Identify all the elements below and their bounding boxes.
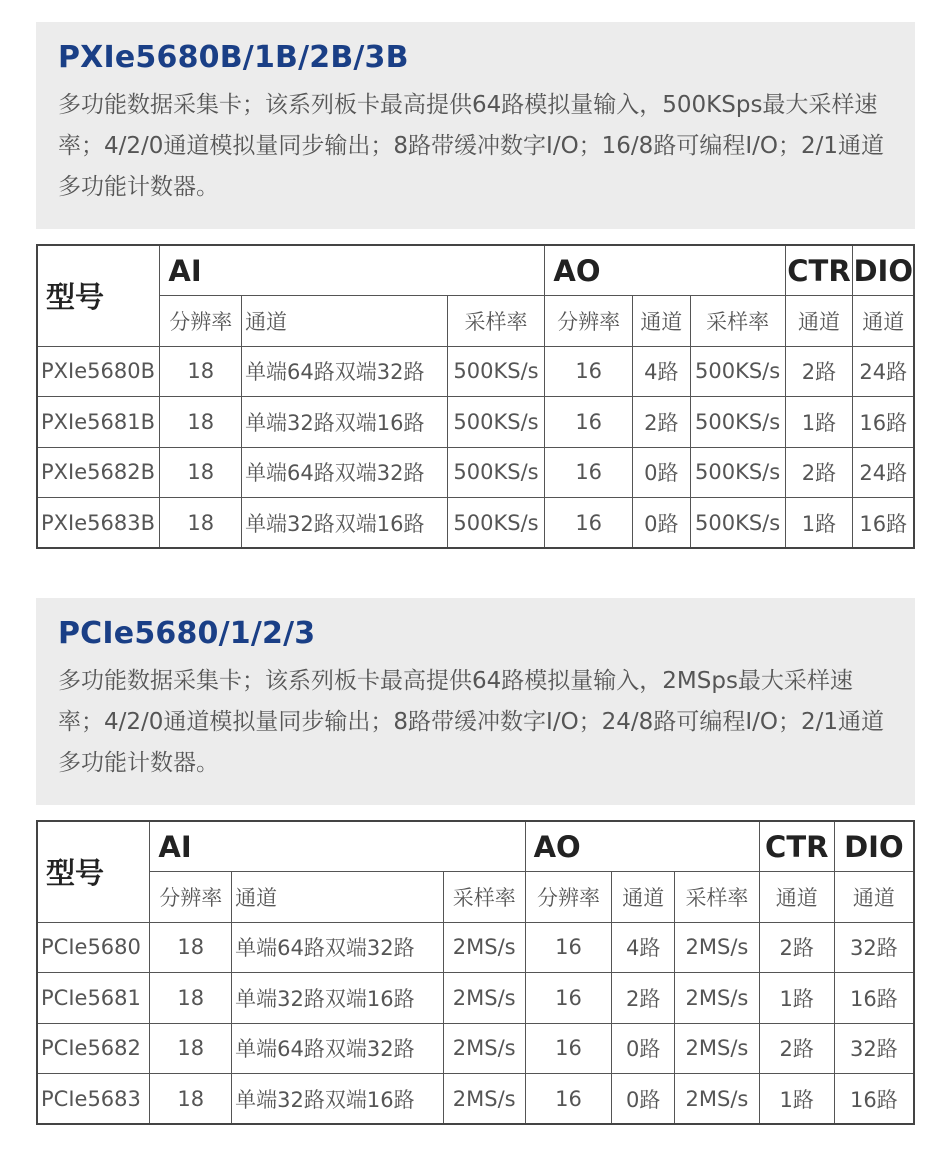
section-2-intro — [36, 598, 915, 805]
cell-dio-channels: 16路 — [853, 498, 914, 549]
cell-ai-sample-rate: 500KS/s — [447, 498, 545, 549]
cell-ao-resolution: 16 — [525, 973, 612, 1024]
cell-model: PXIe5682B — [37, 447, 160, 498]
table-group-header-row — [37, 245, 914, 296]
cell-ao-resolution: 16 — [545, 498, 633, 549]
cell-ai-resolution: 18 — [160, 397, 242, 448]
cell-ai-channels: 单端64路双端32路 — [232, 1023, 444, 1074]
table-row — [37, 973, 914, 1024]
cell-ao-channels: 4路 — [612, 922, 675, 973]
cell-ctr-channels: 2路 — [759, 1023, 834, 1074]
group-ao: AO — [545, 245, 785, 296]
cell-ao-sample-rate: 500KS/s — [690, 397, 785, 448]
cell-ao-sample-rate: 500KS/s — [690, 447, 785, 498]
group-dio: DIO — [834, 821, 914, 872]
table-row — [37, 447, 914, 498]
cell-ao-channels: 0路 — [612, 1023, 675, 1074]
cell-dio-channels: 16路 — [834, 973, 914, 1024]
group-ctr: CTR — [759, 821, 834, 872]
subheader-ao-resolution: 分辨率 — [525, 872, 612, 923]
cell-ai-sample-rate: 2MS/s — [443, 973, 525, 1024]
cell-ao-channels: 4路 — [632, 346, 690, 397]
cell-ai-channels: 单端32路双端16路 — [242, 397, 448, 448]
cell-ai-sample-rate: 500KS/s — [447, 447, 545, 498]
cell-ao-resolution: 16 — [525, 1074, 612, 1125]
cell-ao-sample-rate: 2MS/s — [675, 1074, 760, 1125]
group-ai: AI — [160, 245, 545, 296]
subheader-ao-channels: 通道 — [612, 872, 675, 923]
group-ao: AO — [525, 821, 759, 872]
cell-ai-channels: 单端64路双端32路 — [242, 447, 448, 498]
cell-ctr-channels: 1路 — [759, 1074, 834, 1125]
cell-ai-channels: 单端32路双端16路 — [242, 498, 448, 549]
cell-ai-channels: 单端64路双端32路 — [232, 922, 444, 973]
cell-ao-sample-rate: 2MS/s — [675, 922, 760, 973]
table-row — [37, 1074, 914, 1125]
cell-model: PXIe5683B — [37, 498, 160, 549]
cell-dio-channels: 16路 — [853, 397, 914, 448]
cell-ai-resolution: 18 — [150, 1074, 232, 1125]
section-1-description: 多功能数据采集卡；该系列板卡最高提供64路模拟量输入，500KSps最大采样速率；4/2/0通道模拟量同步输出；8路带缓冲数字I/O；16/8路可编程I/O；2/1通道多功能计数器。 — [58, 92, 884, 200]
subheader-ctr-channels: 通道 — [759, 872, 834, 923]
table-subheader-row — [37, 872, 914, 923]
subheader-ai-channels: 通道 — [242, 296, 448, 347]
cell-ai-sample-rate: 2MS/s — [443, 922, 525, 973]
cell-ctr-channels: 1路 — [785, 498, 853, 549]
table-subheader-row — [37, 296, 914, 347]
cell-dio-channels: 32路 — [834, 1023, 914, 1074]
subheader-dio-channels: 通道 — [834, 872, 914, 923]
cell-ctr-channels: 1路 — [759, 973, 834, 1024]
cell-ai-sample-rate: 2MS/s — [443, 1023, 525, 1074]
table-row — [37, 498, 914, 549]
cell-dio-channels: 16路 — [834, 1074, 914, 1125]
cell-ai-sample-rate: 500KS/s — [447, 346, 545, 397]
subheader-ao-channels: 通道 — [632, 296, 690, 347]
model-header: 型号 — [37, 245, 160, 346]
table-row — [37, 1023, 914, 1074]
cell-ctr-channels: 2路 — [759, 922, 834, 973]
cell-ai-resolution: 18 — [150, 1023, 232, 1074]
subheader-ctr-channels: 通道 — [785, 296, 853, 347]
cell-dio-channels: 32路 — [834, 922, 914, 973]
subheader-ao-sample-rate: 采样率 — [690, 296, 785, 347]
cell-ai-channels: 单端32路双端16路 — [232, 973, 444, 1024]
subheader-dio-channels: 通道 — [853, 296, 914, 347]
subheader-ao-resolution: 分辨率 — [545, 296, 633, 347]
subheader-ai-resolution: 分辨率 — [160, 296, 242, 347]
cell-ai-sample-rate: 2MS/s — [443, 1074, 525, 1125]
cell-ao-resolution: 16 — [525, 922, 612, 973]
cell-dio-channels: 24路 — [853, 346, 914, 397]
cell-ao-channels: 0路 — [632, 447, 690, 498]
cell-model: PCIe5682 — [37, 1023, 150, 1074]
model-header: 型号 — [37, 821, 150, 922]
cell-ao-sample-rate: 500KS/s — [690, 498, 785, 549]
cell-ao-resolution: 16 — [545, 346, 633, 397]
group-ai: AI — [150, 821, 525, 872]
section-2-spec-table — [36, 820, 915, 1125]
subheader-ai-sample-rate: 采样率 — [443, 872, 525, 923]
table-row — [37, 397, 914, 448]
cell-ao-sample-rate: 2MS/s — [675, 1023, 760, 1074]
cell-ctr-channels: 2路 — [785, 447, 853, 498]
table-row — [37, 346, 914, 397]
cell-ao-channels: 2路 — [632, 397, 690, 448]
cell-ai-resolution: 18 — [160, 346, 242, 397]
table-row — [37, 922, 914, 973]
group-ctr: CTR — [785, 245, 853, 296]
cell-ai-resolution: 18 — [160, 498, 242, 549]
cell-ai-channels: 单端32路双端16路 — [232, 1074, 444, 1125]
subheader-ai-resolution: 分辨率 — [150, 872, 232, 923]
group-dio: DIO — [853, 245, 914, 296]
cell-ctr-channels: 1路 — [785, 397, 853, 448]
cell-model: PXIe5681B — [37, 397, 160, 448]
cell-ai-resolution: 18 — [150, 973, 232, 1024]
section-2-description: 多功能数据采集卡；该系列板卡最高提供64路模拟量输入，2MSps最大采样速率；4/2/0通道模拟量同步输出；8路带缓冲数字I/O；24/8路可编程I/O；2/1通道多功能计数器。 — [58, 668, 884, 776]
cell-ai-channels: 单端64路双端32路 — [242, 346, 448, 397]
cell-ctr-channels: 2路 — [785, 346, 853, 397]
cell-ao-channels: 0路 — [612, 1074, 675, 1125]
cell-model: PXIe5680B — [37, 346, 160, 397]
cell-ao-resolution: 16 — [525, 1023, 612, 1074]
cell-ai-sample-rate: 500KS/s — [447, 397, 545, 448]
section-1-title: PXIe5680B/1B/2B/3B — [58, 40, 409, 75]
subheader-ai-sample-rate: 采样率 — [447, 296, 545, 347]
cell-model: PCIe5681 — [37, 973, 150, 1024]
cell-ao-channels: 0路 — [632, 498, 690, 549]
section-1-intro — [36, 22, 915, 229]
cell-model: PCIe5683 — [37, 1074, 150, 1125]
cell-model: PCIe5680 — [37, 922, 150, 973]
cell-ao-channels: 2路 — [612, 973, 675, 1024]
cell-ao-resolution: 16 — [545, 447, 633, 498]
cell-ao-sample-rate: 2MS/s — [675, 973, 760, 1024]
cell-dio-channels: 24路 — [853, 447, 914, 498]
cell-ao-resolution: 16 — [545, 397, 633, 448]
subheader-ai-channels: 通道 — [232, 872, 444, 923]
section-1-spec-table — [36, 244, 915, 549]
cell-ai-resolution: 18 — [150, 922, 232, 973]
cell-ao-sample-rate: 500KS/s — [690, 346, 785, 397]
cell-ai-resolution: 18 — [160, 447, 242, 498]
table-group-header-row — [37, 821, 914, 872]
section-2-title: PCIe5680/1/2/3 — [58, 616, 316, 651]
subheader-ao-sample-rate: 采样率 — [675, 872, 760, 923]
